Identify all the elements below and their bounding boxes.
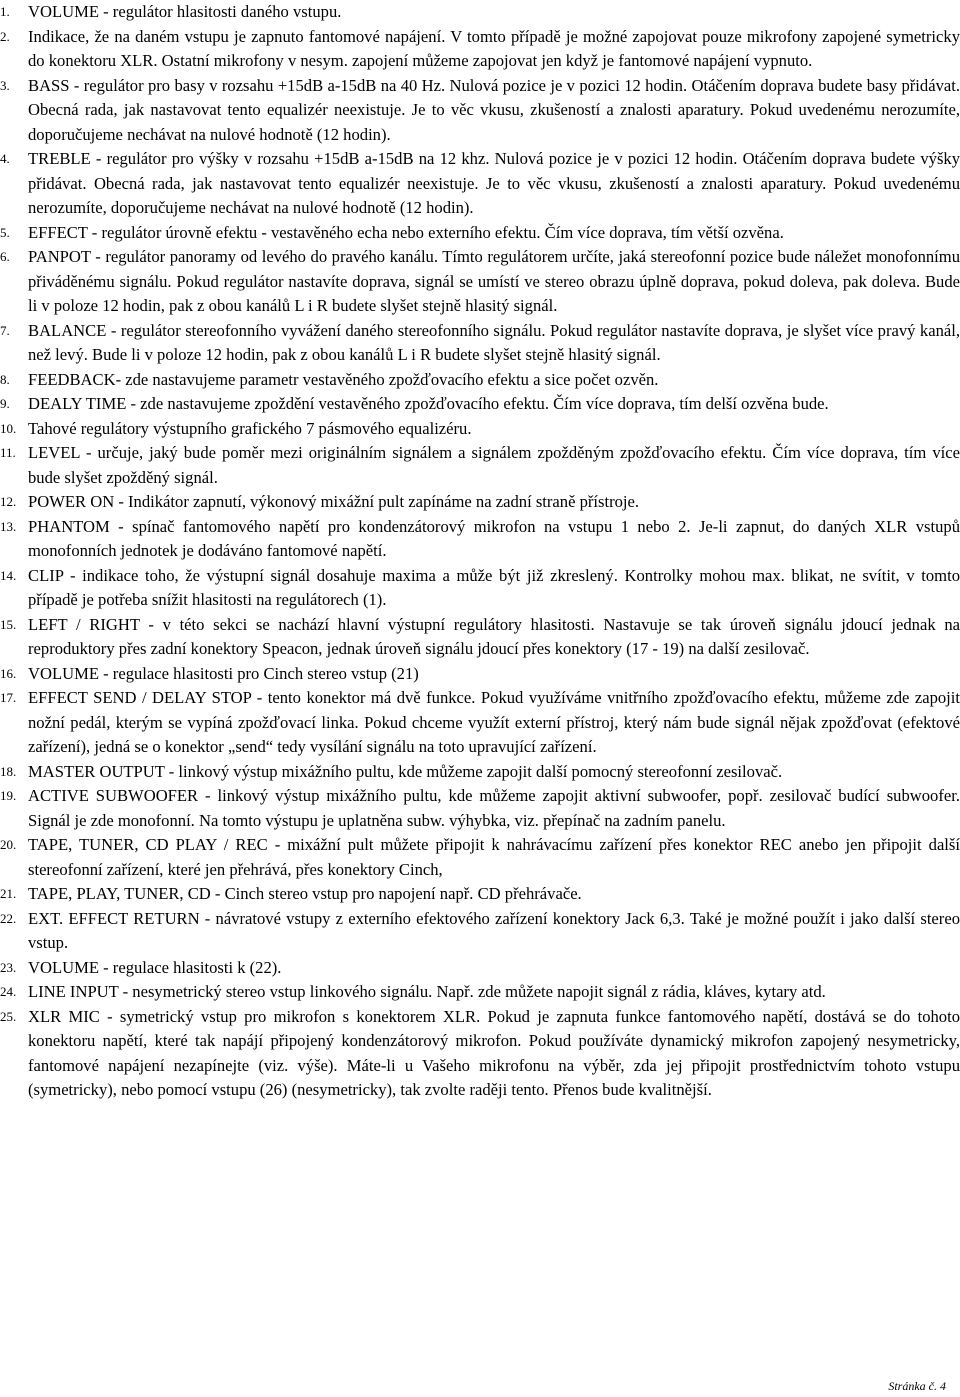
item-number: 5.	[0, 224, 10, 240]
item-number: 15.	[0, 616, 17, 632]
list-item	[0, 392, 960, 417]
item-text: BALANCE - regulátor stereofonního vyvážení daného stereofonního signálu. Pokud regulátor nastavíte doprava, je slyšet více pravý kanál, než levý. Bude li v poloze 12 hodin, pak z obou kanálů L i R budete slyšet stejně hlasitý signál.	[28, 320, 960, 364]
list-item	[0, 662, 960, 687]
item-number: 17.	[0, 690, 17, 705]
item-text: LEFT / RIGHT - v této sekci se nachází hlavní výstupní regulátory hlasitosti. Nastavuje se tak úroveň signálu jdoucí jednak na reproduktory přes zadní konektory Speacon, jednak úroveň signálu jdoucí přes konektory (17 - 19) na další zesilovač.	[28, 614, 960, 658]
item-text: Tahové regulátory výstupního grafického 7 pásmového equalizéru.	[28, 418, 472, 438]
list-item	[0, 980, 960, 1005]
list-item	[0, 613, 960, 662]
item-text: BASS - regulátor pro basy v rozsahu +15dB a-15dB na 40 Hz. Nulová pozice je v pozici 12 hodin. Otáčením doprava budete basy přidávat. Obecná rada, jak nastavovat tento equalizér neexistuje. Je to věc vkusu, zkušeností a znalosti aparatury. Pokud uvedenému nerozumíte, doporučujeme nechávat na nulové hodnotě (12 hodin).	[28, 75, 960, 144]
item-number: 4.	[0, 151, 10, 166]
item-text: MASTER OUTPUT - linkový výstup mixážního pultu, kde můžeme zapojit další pomocný stereofonní zesilovač.	[28, 761, 783, 781]
item-text: CLIP - indikace toho, že výstupní signál dosahuje maxima a může být již zkreslený. Kontrolky mohou max. blikat, ne svítit, v tomto případě je potřeba snížit hlasitosti na regulátorech (1).	[28, 565, 960, 609]
list-item	[0, 319, 960, 368]
item-text: EFFECT - regulátor úrovně efektu - vestavěného echa nebo externího efektu. Čím více doprava, tím větší ozvěna.	[28, 222, 784, 242]
page-footer: Stránka č. 4	[888, 1379, 946, 1393]
item-number: 13.	[0, 518, 17, 534]
item-number: 12.	[0, 494, 17, 509]
list-item	[0, 221, 960, 246]
list-item	[0, 245, 960, 319]
item-text: VOLUME - regulace hlasitosti k (22).	[28, 957, 282, 977]
list-item	[0, 564, 960, 613]
item-number: 8.	[0, 371, 10, 387]
item-text: EFFECT SEND / DELAY STOP - tento konektor má dvě funkce. Pokud využíváme vnitřního zpožďovacího efektu, můžeme zde zapojit nožní pedál, kterým se vypíná zpožďovací linka. Pokud chceme využít externí přístroj, který nám bude signál nějak zpožďovat (efektové zařízení), jedná se o konektor „send“ tedy vysílání signálu na toto upravující zařízení.	[28, 688, 960, 756]
item-number: 23.	[0, 959, 17, 975]
item-text: XLR MIC - symetrický vstup pro mikrofon s konektorem XLR. Pokud je zapnuta funkce fantomového napětí, dostává se do tohoto konektoru napětí, které tak napájí připojený kondenzátorový mikrofon. Pokud používáte dynamický mikrofon zapojený nesymetricky, fantomové napájení nezapínejte (viz. výše). Máte-li u Vašeho mikrofonu na výběr, zda jej připojit prostřednictvím tohoto vstupu (symetricky), nebo pomocí vstupu (26) (nesymetricky), tak zvolte raději tento. Přenos bude kvalitnější.	[28, 1006, 960, 1099]
item-number: 18.	[0, 763, 17, 779]
item-number: 16.	[0, 665, 17, 681]
list-item	[0, 760, 960, 785]
list-item	[0, 417, 960, 442]
item-number: 6.	[0, 249, 10, 264]
list-item	[0, 1005, 960, 1103]
item-text: LEVEL - určuje, jaký bude poměr mezi originálním signálem a signálem zpožděným zpožďovacího efektu. Čím více doprava, tím více bude slyšet zpožděný signál.	[28, 443, 960, 487]
item-number: 14.	[0, 567, 17, 583]
list-item	[0, 368, 960, 393]
item-number: 22.	[0, 910, 17, 926]
item-text: POWER ON - Indikátor zapnutí, výkonový mixážní pult zapínáme na zadní straně přístroje.	[28, 492, 640, 511]
item-number: 21.	[0, 886, 17, 901]
item-number: 25.	[0, 1008, 17, 1024]
item-number: 1.	[0, 4, 10, 19]
item-number: 10.	[0, 420, 17, 436]
item-text: PHANTOM - spínač fantomového napětí pro kondenzátorový mikrofon na vstupu 1 nebo 2. Je-li zapnut, do daných XLR vstupů monofonních jednotek je dodáváno fantomové napětí.	[28, 516, 960, 560]
list-item	[0, 907, 960, 956]
list-item	[0, 686, 960, 760]
item-text: TREBLE - regulátor pro výšky v rozsahu +15dB a-15dB na 12 khz. Nulová pozice je v pozici 12 hodin. Otáčením doprava budete výšky přidávat. Obecná rada, jak nastavovat tento equalizér neexistuje. Je to věc vkusu, zkušeností a znalosti aparatury. Pokud uvedenému nerozumíte, doporučujeme nechávat na nulové hodnotě (12 hodin).	[28, 149, 960, 217]
item-text: VOLUME - regulátor hlasitosti daného vstupu.	[28, 2, 342, 21]
item-text: PANPOT - regulátor panoramy od levého do pravého kanálu. Tímto regulátorem určíte, jaká stereofonní pozice bude náležet monofonnímu přiváděnému signálu. Pokud regulátor nastavíte doprava, signál se umístí ve stereo obrazu úplně doprava, pokud doleva, pak doleva. Bude li v poloze 12 hodin, pak z obou kanálů L i R budete slyšet stejně hlasitý signál.	[28, 247, 960, 315]
list-item	[0, 25, 960, 74]
item-number: 3.	[0, 77, 10, 93]
item-text: TAPE, PLAY, TUNER, CD - Cinch stereo vstup pro napojení např. CD přehrávače.	[28, 884, 582, 903]
list-item	[0, 490, 960, 515]
item-number: 19.	[0, 788, 17, 803]
item-text: ACTIVE SUBWOOFER - linkový výstup mixážního pultu, kde můžeme zapojit aktivní subwoofer, popř. zesilovač budící subwoofer. Signál je zde monofonní. Na tomto výstupu je uplatněna subw. výhybka, viz. přepínač na zadním panelu.	[28, 786, 960, 830]
item-text: FEEDBACK- zde nastavujeme parametr vestavěného zpožďovacího efektu a sice počet ozvěn.	[28, 369, 659, 389]
list-item	[0, 147, 960, 221]
list-item	[0, 833, 960, 882]
item-text: LINE INPUT - nesymetrický stereo vstup linkového signálu. Např. zde můžete napojit signál z rádia, kláves, kytary atd.	[28, 982, 826, 1001]
item-text: VOLUME - regulace hlasitosti pro Cinch stereo vstup (21)	[28, 663, 419, 683]
item-number: 2.	[0, 28, 10, 44]
item-number: 24.	[0, 984, 17, 999]
list-item	[0, 882, 960, 907]
item-number: 20.	[0, 837, 17, 852]
list-item	[0, 0, 960, 25]
item-text: DEALY TIME - zde nastavujeme zpoždění vestavěného zpožďovacího efektu. Čím více doprava, tím delší ozvěna bude.	[28, 394, 829, 413]
item-number: 11.	[0, 445, 16, 460]
item-text: Indikace, že na daném vstupu je zapnuto fantomové napájení. V tomto případě je možné zapojovat pouze mikrofony zapojené symetricky do konektoru XLR. Ostatní mikrofony v nesym. zapojení můžeme zapojovat jen když je fantomové napájení vypnuto.	[28, 26, 960, 70]
list-item	[0, 515, 960, 564]
list-item	[0, 441, 960, 490]
item-text: EXT. EFFECT RETURN - návratové vstupy z externího efektového zařízení konektory Jack 6,3. Také je možné použít i jako další stereo vstup.	[28, 908, 960, 952]
item-text: TAPE, TUNER, CD PLAY / REC - mixážní pult můžete připojit k nahrávacímu zařízení přes konektor REC anebo jen připojit další stereofonní zařízení, které jen přehrává, přes konektory Cinch,	[28, 835, 960, 879]
list-item	[0, 956, 960, 981]
list-item	[0, 74, 960, 148]
list-item	[0, 784, 960, 833]
item-number: 9.	[0, 396, 10, 411]
item-number: 7.	[0, 322, 10, 338]
